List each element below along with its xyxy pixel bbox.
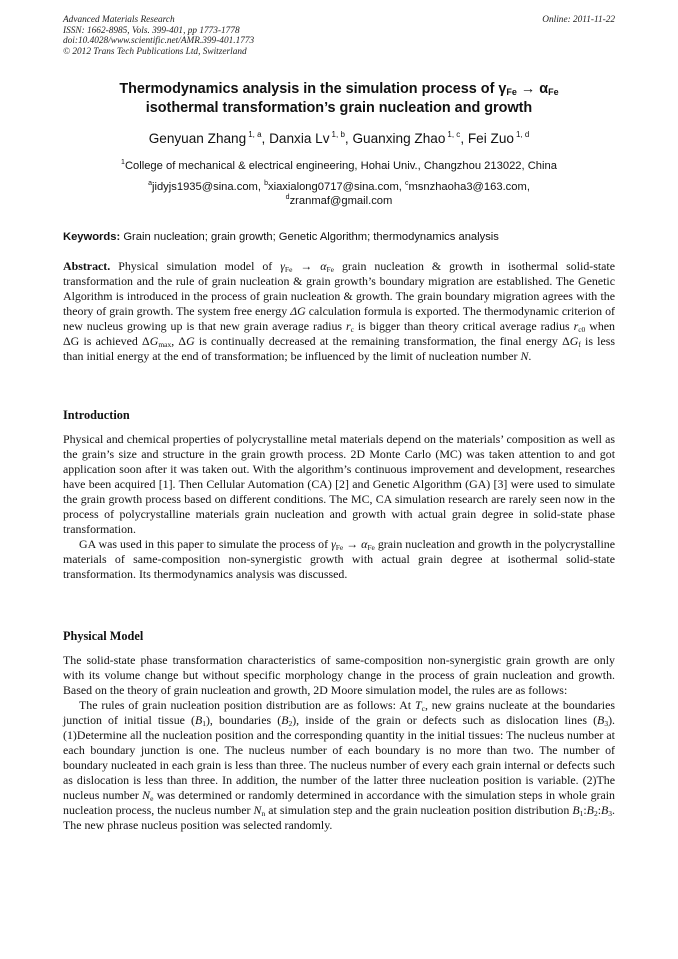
affiliation: $^1$College of mechanical & electrical engineering, Hohai Univ., Changzhou 213022, China	[121, 159, 557, 172]
issn-line: ISSN: 1662-8985, Vols. 399-401, pp 1773-1778	[63, 25, 240, 36]
keywords-label: Keywords:	[63, 231, 121, 243]
paper-title: Thermodynamics analysis in the simulation process of $\gamma_{Fe} \to \alpha_{Fe}$ isothermal transformation’s grain nucleation and growth	[119, 81, 559, 116]
abstract: Abstract. Physical simulation model of $\gamma_{Fe} \to \alpha_{Fe}$ grain nucleation & growth in isothermal solid-state transformation and the rule of grain nucleation & grain growth’s boundary migration are established. The Genetic Algorithm is introduced in the process of grain nucleation & growth. The grain boundary migration agrees with the theory of grain growth. The system free energy ΔG calculation formula is exported. The thermodynamic criterion of new nucleus growing up is that new grain average radius $r_c$ is bigger than theory critical average radius $r_{c0}$ when ΔG is achieved $\Delta G_{max}$, ΔG is continually decreased at the remaining transformation, the final energy $\Delta G_f$ is less than initial energy at the end of transformation; be influenced by the limit of nucleation number N.	[63, 259, 616, 363]
author-list: Genyuan Zhang $^{1, a}$, Danxia Lv $^{1, b}$, Guanxing Zhao $^{1, c}$, Fei Zuo $^{1, d}$	[148, 130, 530, 146]
journal-name: Advanced Materials Research	[63, 15, 175, 25]
section-heading-physical-model: Physical Model	[63, 629, 144, 643]
author-emails: $^a$jidyjs1935@sina.com, $^b$xiaxialong0717@sina.com, $^c$msnzhaoha3@163.com, $^d$zranmaf@gmail.com	[148, 180, 530, 207]
abstract-label: Abstract.	[63, 259, 111, 273]
keywords-text: Grain nucleation; grain growth; Genetic Algorithm; thermodynamics analysis	[123, 231, 499, 243]
keywords	[63, 230, 615, 244]
author-name: Danxia Lv	[269, 131, 330, 146]
author-name: Fei Zuo	[467, 131, 514, 146]
section-heading-introduction: Introduction	[63, 408, 130, 422]
physical-model-body: The solid-state phase transformation characteristics of same-composition non-synergistic grain growth are only with its volume change but without specific morphology change in the process of grain nucleation and growth. Based on the theory of grain nucleation and growth, 2D Moore simulation model, the rules are as follows: The rules of grain nucleation position distribution are as follows: At $T_c$, new grains nucleate at the boundaries junction of initial tissue $(B_1)$, boundaries $(B_2)$, inside of the grain or defects such as dislocation lines $(B_3)$. (1)Determine all the nucleation position and the corresponding quantity in the initial tissues: The nucleus number at each boundary junction is one. The nucleus number of each boundary is no more than two. The number of boundary nucleated in each grain is less than three. The nucleus number of every each grain internal or defects such as dislocation is less than three. In addition, the number of the latter three nucleation position is variable. (2)The nucleus number $N_e$ was determined or randomly determined in accordance with the simulation steps in whole grain nucleation process, the nucleus number $N_n$ at simulation step and the grain nucleation position distribution $B_1:B_2:B_3$. The new phrase nucleus position was selected randomly.	[63, 653, 616, 832]
author-name: Genyuan Zhang	[148, 131, 247, 146]
doi-line: doi:10.4028/www.scientific.net/AMR.399-401.1773	[63, 36, 255, 47]
publication-header	[63, 15, 615, 57]
email-link[interactable]: msnzhaoha3@163.com	[408, 181, 527, 193]
paragraph: The solid-state phase transformation characteristics of same-composition non-synergistic grain growth are only with its volume change but without specific morphology change in the process of grain nucleation and growth. Based on the theory of grain nucleation and growth, 2D Moore simulation model, the rules are as follows:	[63, 653, 615, 697]
email-link[interactable]: jidyjs1935@sina.com	[151, 181, 258, 193]
email-link[interactable]: zranmaf@gmail.com	[289, 194, 393, 207]
paragraph: Physical and chemical properties of polycrystalline metal materials depend on the materials’ composition as well as the grain’s size and structure in the grain growth process. 2D Monte Carlo (MC) was taken attention to and got application soon after it was taken out. With the algorithm’s continuous improvement and development, researches have been acquired [1]. Then Cellular Automation (CA) [2] and Genetic Algorithm (GA) [3] were used to simulate the grain growth process based on different conditions. The MC, CA simulation research are rarely seen now in the process of polycrystalline materials grain nucleation and growth with actual grain degree in solid-state phase transformation.	[63, 432, 615, 536]
online-date: Online: 2011-11-22	[542, 15, 615, 25]
introduction-body: Physical and chemical properties of polycrystalline metal materials depend on the materials’ composition as well as the grain’s size and structure in the grain growth process. 2D Monte Carlo (MC) was taken attention to and got application soon after it was taken out. With the algorithm’s continuous improvement and development, researches have been acquired [1]. Then Cellular Automation (CA) [2] and Genetic Algorithm (GA) [3] were used to simulate the grain growth process based on different conditions. The MC, CA simulation research are rarely seen now in the process of polycrystalline materials grain nucleation and growth with actual grain degree in solid-state phase transformation. GA was used in this paper to simulate the process of $\gamma_{Fe} \to \alpha_{Fe}$ grain nucleation and growth in the polycrystalline materials of same-composition non-synergistic growth with actual grain degree at isothermal solid-state transformation. Its thermodynamics analysis was discussed.	[63, 432, 616, 581]
email-link[interactable]: xiaxialong0717@sina.com	[268, 181, 399, 193]
copyright-line: © 2012 Trans Tech Publications Ltd, Switzerland	[63, 46, 247, 57]
author-name: Guanxing Zhao	[352, 131, 446, 146]
